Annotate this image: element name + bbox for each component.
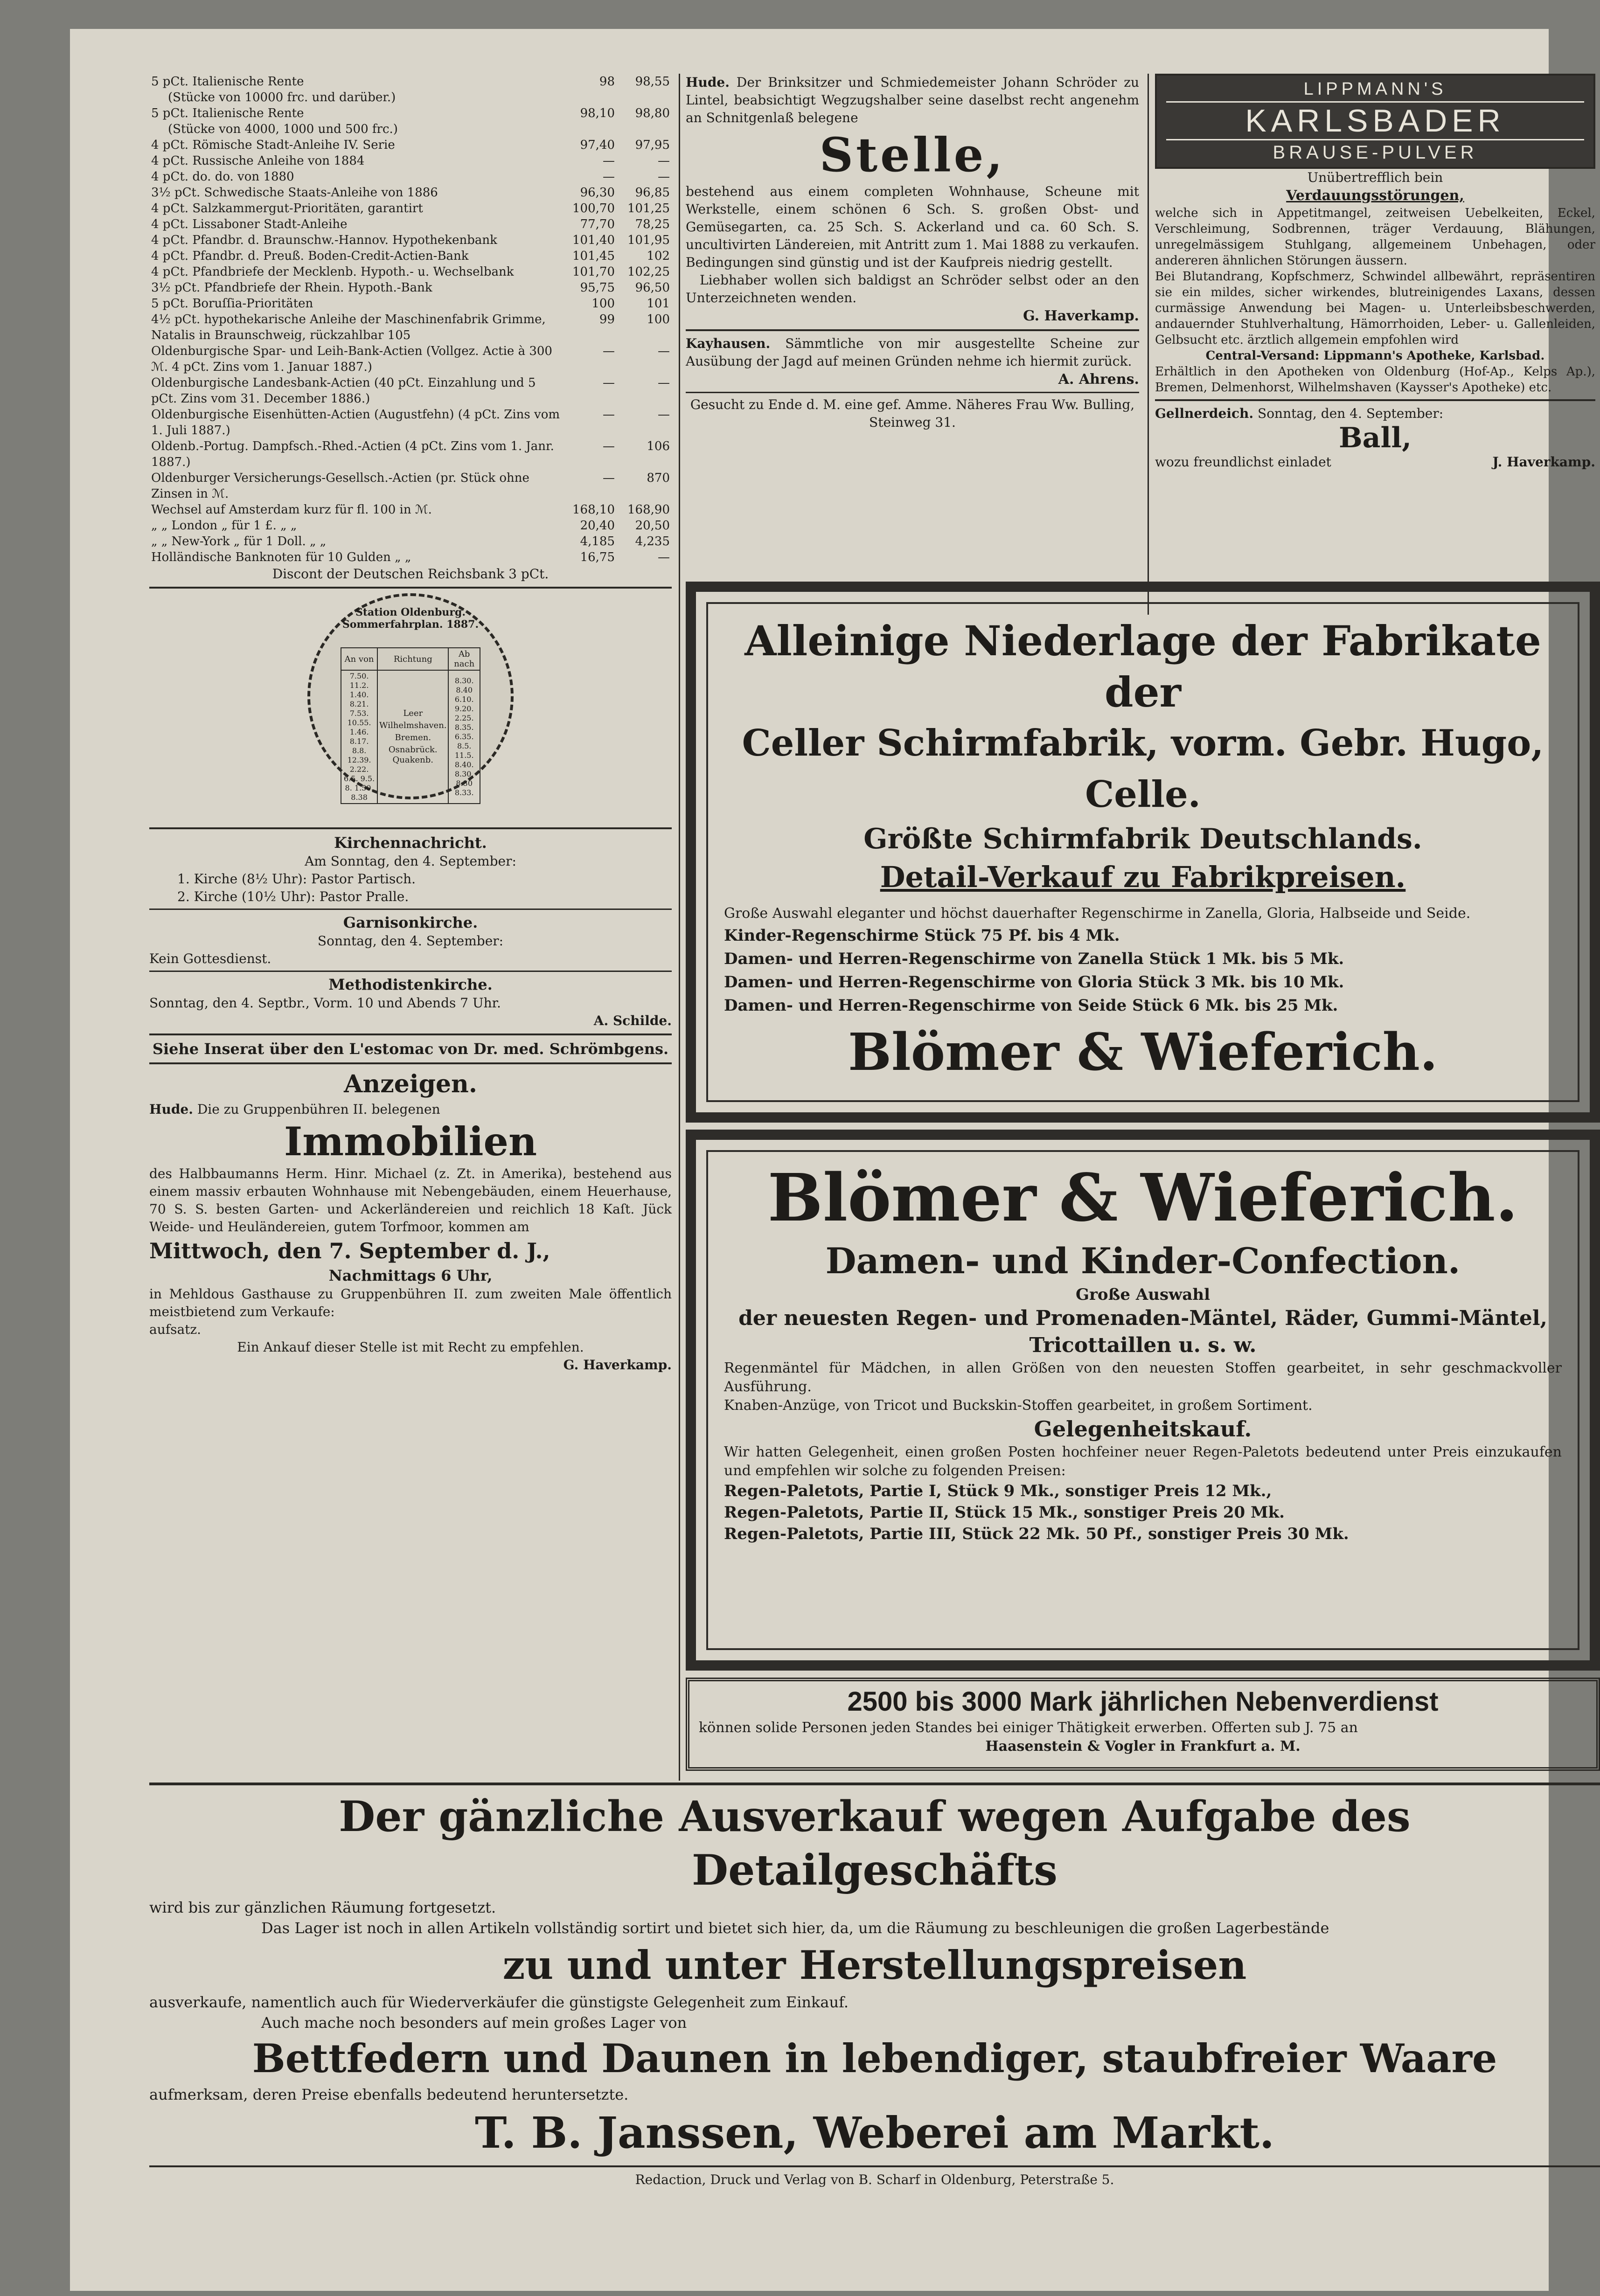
hude2-headline: Immobilien [284, 1118, 537, 1165]
hude-intro: Der Brinksitzer und Schmiedemeister Johann Schröder zu Lintel, beabsichtigt Wegzugshalber seine daselbst recht angenehm an Schnitgenlaß belegene [686, 75, 1139, 125]
stock-name: 4 pCt. Römische Stadt-Anleihe IV. Serie [151, 138, 395, 152]
stock-row [149, 201, 672, 216]
stock-value-2: — [658, 408, 670, 422]
stock-value-1: — [603, 154, 615, 168]
kirchen-title: Kirchennachricht. [334, 834, 487, 852]
column-rule-right [1148, 74, 1149, 615]
stock-row [149, 169, 672, 185]
ad-nebenverdienst [686, 1678, 1600, 1771]
stock-value-2: 96,85 [635, 186, 670, 200]
stock-value-1: 100 [591, 297, 615, 311]
ad1-line6: Kinder-Regenschirme Stück 75 Pf. bis 4 Mk. [724, 926, 1120, 945]
stock-name: 4 pCt. Pfandbriefe der Mecklenb. Hypoth.- u. Wechselbank [151, 265, 514, 279]
stock-value-1: — [603, 170, 615, 184]
garnison-title: Garnisonkirche. [343, 914, 478, 931]
stock-row [149, 312, 672, 343]
stock-row [149, 264, 672, 280]
verd: Verdauungsstörungen, [1286, 187, 1464, 204]
bottom-p5: aufmerksam, deren Preise ebenfalls bedeutend heruntersetzte. [149, 2086, 629, 2103]
stock-row [149, 343, 672, 375]
ad2-price3: Regen-Paletots, Partie III, Stück 22 Mk. 50 Pf., sonstiger Preis 30 Mk. [724, 1525, 1349, 1543]
stelle-body: bestehend aus einem completen Wohnhause, Scheune mit Werkstelle, einem schönen 6 Sch. S. großen Obst- und Gemüsegarten, ca. 25 Sch. S. Ackerland und ca. 60 Sch. S. uncultivirten Ländereien, mit Antritt zum 1. Mai 1888 zu verkaufen. Bedingungen sind günstig und ist der Kaufpreis niedrig gestellt. [686, 184, 1139, 270]
stock-value-2: 101,95 [627, 233, 670, 247]
stock-row [149, 470, 672, 502]
hude2-end: Ein Ankauf dieser Stelle ist mit Recht zu empfehlen. [237, 1339, 584, 1355]
stock-value-2: 101 [647, 297, 670, 311]
lippmann-logo [1155, 74, 1595, 169]
footer-imprint: Redaction, Druck und Verlag von B. Scharf in Oldenburg, Peterstraße 5. [149, 2165, 1600, 2187]
stamp-ring-text: Station Oldenburg. Sommerfahrplan. 1887. [342, 606, 479, 631]
stock-row [149, 74, 672, 90]
stock-row [149, 407, 672, 438]
direction-item: Leer [403, 708, 423, 718]
ad1-line7: Damen- und Herren-Regenschirme von Zanella Stück 1 Mk. bis 5 Mk. [724, 950, 1344, 968]
ad1-line9: Damen- und Herren-Regenschirme von Seide Stück 6 Mk. bis 25 Mk. [724, 996, 1338, 1015]
stock-value-2: 98,55 [635, 75, 670, 89]
stock-value-2: 870 [647, 471, 670, 485]
stock-value-2: 96,50 [635, 281, 670, 295]
ad1-line5: Große Auswahl eleganter und höchst dauerhafter Regenschirme in Zanella, Gloria, Halbseide und Seide. [724, 905, 1471, 922]
stock-value-2: 102,25 [627, 265, 670, 279]
ad2-line4: Regenmäntel für Mädchen, in allen Größen von den neuesten Stoffen gearbeitet, in sehr geschmackvoller Ausführung. [724, 1360, 1562, 1395]
stock-value-2: 98,80 [635, 106, 670, 120]
ad1-line3: Größte Schirmfabrik Deutschlands. [863, 823, 1422, 855]
methodist-line1: Sonntag, den 4. Septbr., Vorm. 10 und Abends 7 Uhr. [149, 995, 501, 1011]
stock-sub-row [149, 121, 672, 137]
stock-row [149, 502, 672, 518]
stock-table [149, 74, 672, 565]
stock-value-2: 102 [647, 249, 670, 263]
stock-value-2: 20,50 [635, 519, 670, 533]
hude2-auf: aufsatz. [149, 1322, 202, 1337]
stock-value-2: — [658, 376, 670, 390]
bottom-p3: ausverkaufe, namentlich auch für Wiederverkäufer die günstigste Gelegenheit zum Einkauf. [149, 1993, 849, 2011]
direction-item: Wilhelmshaven. [379, 721, 447, 730]
stock-name: 3½ pCt. Pfandbriefe der Rhein. Hypoth.-Bank [151, 281, 432, 295]
timetable [341, 647, 480, 804]
stock-name: Wechsel auf Amsterdam kurz für fl. 100 in ℳ. [151, 503, 432, 517]
stock-value-1: 101,70 [572, 265, 615, 279]
stock-name: 3½ pCt. Schwedische Staats-Anleihe von 1886 [151, 186, 438, 200]
gell-lead: Gellnerdeich. [1155, 406, 1254, 421]
hude2-time: Nachmittags 6 Uhr, [328, 1267, 493, 1284]
bottom-h4: Bettfedern und Daunen in lebendiger, staubfreier Waare [252, 2035, 1497, 2081]
kayh-sign: A. Ahrens. [1058, 371, 1139, 388]
stock-name: Holländische Banknoten für 10 Gulden „ „ [151, 550, 411, 564]
stock-row [149, 232, 672, 248]
stock-name: Oldenburger Versicherungs-Gesellsch.-Actien (pr. Stück ohne Zinsen in ℳ. [151, 471, 529, 501]
stock-value-1: — [603, 408, 615, 422]
kirchen-line1: Am Sonntag, den 4. September: [305, 853, 516, 869]
direction-item: Osnabrück. Quakenb. [388, 745, 438, 765]
stock-name: 4 pCt. Pfandbr. d. Preuß. Boden-Credit-Actien-Bank [151, 249, 469, 263]
stock-value-2: 4,235 [635, 534, 670, 548]
stock-value-2: 97,95 [635, 138, 670, 152]
stock-name: Oldenburgische Spar- und Leih-Bank-Actien (Vollgez. Actie à 300 ℳ. 4 pCt. Zins vom 1. Januar 1887.) [151, 344, 552, 374]
stock-value-1: 96,30 [580, 186, 615, 200]
stock-row [149, 216, 672, 232]
ad1-line2: Celler Schirmfabrik, vorm. Gebr. Hugo, Celle. [742, 722, 1544, 816]
stock-row [149, 375, 672, 407]
stock-value-1: 100,70 [572, 201, 615, 215]
discont-line: Discont der Deutschen Reichsbank 3 pCt. [272, 566, 549, 582]
stock-name: 4 pCt. Lissaboner Stadt-Anleihe [151, 217, 348, 231]
stelle-sign: G. Haverkamp. [1023, 308, 1139, 324]
stock-value-1: 95,75 [580, 281, 615, 295]
stock-value-2: — [658, 344, 670, 358]
ad1-firm: Blömer & Wieferich. [848, 1022, 1438, 1082]
stock-value-1: 98,10 [580, 106, 615, 120]
stock-name: 5 pCt. Italienische Rente [151, 75, 304, 89]
stock-name: Oldenb.-Portug. Dampfsch.-Rhed.-Actien (4 pCt. Zins vom 1. Janr. 1887.) [151, 439, 554, 469]
ab-values: 8.30. 8.40 6.10. 9.20. 2.25. 8.35. 6.35. 8.5. 11.5. 8.40. 8.30. 8.30 8.33. [448, 670, 480, 804]
ad-confection [686, 1130, 1600, 1671]
stock-row [149, 438, 672, 470]
an-values: 7.50. 11.2. 1.40. 8.21. 7.53. 10.55. 1.46. 8.17. 8.8. 12.39. 2.22. 6.5. 9.5. 8. 1.50. 8.38 [341, 670, 377, 804]
stock-value-1: 101,45 [572, 249, 615, 263]
stock-name: 5 pCt. Italienische Rente [151, 106, 304, 120]
garnison-line1: Sonntag, den 4. September: [317, 933, 504, 949]
ad2-line7: Wir hatten Gelegenheit, einen großen Posten hochfeiner neuer Regen-Paletots bedeutend unter Preis einzukaufen und empfehlen wir solche zu folgenden Preisen: [724, 1444, 1562, 1479]
stock-sub: (Stücke von 10000 frc. und darüber.) [168, 90, 396, 104]
stock-row [149, 248, 672, 264]
direction-values [377, 670, 448, 804]
ad-schirmfabrik [686, 582, 1600, 1123]
ad1-line1: Alleinige Niederlage der Fabrikate der [744, 617, 1541, 716]
stock-value-1: 97,40 [580, 138, 615, 152]
garnison-line2: Kein Gottesdienst. [149, 951, 271, 966]
ad2-price2: Regen-Paletots, Partie II, Stück 15 Mk., sonstiger Preis 20 Mk. [724, 1503, 1285, 1522]
stock-row [149, 105, 672, 121]
stock-value-2: 168,90 [627, 503, 670, 517]
stock-value-2: — [658, 170, 670, 184]
bottom-p1: wird bis zur gänzlichen Räumung fortgesetzt. [149, 1899, 496, 1916]
stock-name: 4 pCt. Pfandbr. d. Braunschw.-Hannov. Hypothekenbank [151, 233, 497, 247]
kirchen-line3: 2. Kirche (10½ Uhr): Pastor Pralle. [177, 889, 409, 904]
stock-value-1: 99 [599, 312, 615, 326]
timetable-stamp [307, 593, 514, 802]
middle-column [686, 74, 1139, 619]
bottom-p4: Auch mache noch besonders auf mein großes Lager von [261, 2014, 687, 2032]
stock-row [149, 518, 672, 534]
lipp-body2: Bei Blutandrang, Kopfschmerz, Schwindel allbewährt, repräsentiren sie ein mildes, sicher wirkendes, blutreinigendes Laxans, dessen curmässige Anwendung bei Magen- u. Unterleibsbeschwerden, andauernder Stuhlverhaltung, Hämorrhoiden, Leber- u. Gallenleiden, Gelbsucht etc. ärztlich allgemein empfohlen wird [1155, 270, 1595, 347]
stock-value-1: 20,40 [580, 519, 615, 533]
stock-value-1: 77,70 [580, 217, 615, 231]
ad2-line5: Knaben-Anzüge, von Tricot und Buckskin-Stoffen gearbeitet, in großem Sortiment. [724, 1397, 1313, 1414]
siehe-notice: Siehe Inserat über den L'estomac von Dr. med. Schrömbgens. [152, 1040, 669, 1058]
stock-name: 5 pCt. Boruſſia-Prioritäten [151, 297, 313, 311]
ad2-price1: Regen-Paletots, Partie I, Stück 9 Mk., sonstiger Preis 12 Mk., [724, 1482, 1272, 1500]
ad2-line3: der neuesten Regen- und Promenaden-Mäntel, Räder, Gummi-Mäntel, Tricottaillen u. s. w. [738, 1306, 1547, 1357]
stock-name: 4 pCt. do. do. von 1880 [151, 170, 294, 184]
stelle-headline: Stelle, [819, 127, 1006, 182]
direction-item: Bremen. [395, 733, 431, 742]
stock-sub-row [149, 90, 672, 105]
stock-name: „ „ New-York „ für 1 Doll. „ „ [151, 534, 327, 548]
stock-value-2: 101,25 [627, 201, 670, 215]
right-column [1155, 74, 1595, 619]
stock-value-1: — [603, 439, 615, 453]
ball-line: wozu freundlichst einladet [1155, 454, 1331, 470]
stock-name: 4 pCt. Salzkammergut-Prioritäten, garantirt [151, 201, 423, 215]
hude2-intro: Die zu Gruppenbühren II. belegenen [197, 1102, 440, 1117]
kayh-body: Sämmtliche von mir ausgestellte Scheine zur Ausübung der Jagd auf meinen Gründen nehme ich hiermit zurück. [686, 336, 1139, 369]
gell-date: Sonntag, den 4. September: [1258, 406, 1444, 421]
ad2-firm: Blömer & Wieferich. [767, 1160, 1518, 1236]
stock-value-2: — [658, 550, 670, 564]
stock-value-2: 106 [647, 439, 670, 453]
ad2-line2: Große Auswahl [1075, 1285, 1210, 1304]
methodist-sign: A. Schilde. [593, 1013, 672, 1028]
bottom-h2: Detailgeschäfts [692, 1845, 1057, 1895]
stock-name: 4½ pCt. hypothekarische Anleihe der Maschinenfabrik Grimme, Natalis in Braunschweig, rückzahlbar 105 [151, 312, 546, 342]
stock-value-1: 16,75 [580, 550, 615, 564]
stock-value-1: 98 [599, 75, 615, 89]
column-rule-left [679, 74, 680, 1781]
ad3-line3: Haasenstein & Vogler in Frankfurt a. M. [985, 1738, 1301, 1755]
hude2-date: Mittwoch, den 7. September d. J., [149, 1238, 550, 1263]
stock-row [149, 549, 672, 565]
brand-line3: BRAUSE-PULVER [1273, 142, 1478, 163]
stock-name: Oldenburgische Eisenhütten-Actien (Augustfehn) (4 pCt. Zins vom 1. Juli 1887.) [151, 408, 560, 437]
stock-row [149, 153, 672, 169]
bottom-firm: T. B. Janssen, Weberei am Markt. [475, 2108, 1274, 2158]
stock-row [149, 534, 672, 549]
ad3-line1: 2500 bis 3000 Mark jährlichen Nebenverdienst [847, 1686, 1439, 1717]
stock-name: „ „ London „ für 1 £. „ „ [151, 519, 297, 533]
ad3-line2: können solide Personen jeden Standes bei einiger Thätigkeit erwerben. Offerten sub J. 75 an [699, 1720, 1358, 1736]
hude2-lead: Hude. [149, 1102, 193, 1117]
stock-value-2: — [658, 154, 670, 168]
ad2-line1: Damen- und Kinder-Confection. [825, 1240, 1461, 1282]
hude-lead: Hude. [686, 75, 730, 90]
ad2-line6: Gelegenheitskauf. [1034, 1416, 1252, 1442]
stock-value-1: 168,10 [572, 503, 615, 517]
stock-name: Oldenburgische Landesbank-Actien (40 pCt. Einzahlung und 5 pCt. Zins vom 31. December 1886.) [151, 376, 536, 406]
lipp-erh: Erhältlich in den Apotheken von Oldenburg (Hof-Ap., Kelps Ap.), Bremen, Delmenhorst, Wilhelmshaven (Kaysser's Apotheke) etc. [1155, 365, 1595, 395]
unuber: Unübertrefflich bein [1307, 170, 1443, 185]
methodist-title: Methodistenkirche. [328, 976, 493, 993]
left-column [149, 74, 672, 1762]
brand-line2: KARLSBADER [1166, 101, 1584, 140]
kirchen-line2: 1. Kirche (8½ Uhr): Pastor Partisch. [177, 871, 416, 887]
stock-value-1: 101,40 [572, 233, 615, 247]
bottom-h3: zu und unter Herstellungspreisen [502, 1942, 1247, 1988]
newspaper-page [70, 29, 1595, 2291]
brand-line1: LIPPMANN'S [1303, 79, 1447, 99]
stock-row [149, 185, 672, 201]
bottom-p2: Das Lager ist noch in allen Artikeln vollständig sortirt und bietet sich hier, da, um die Räumung zu beschleunigen die großen Lagerbestände [261, 1919, 1329, 1937]
ad1-line8: Damen- und Herren-Regenschirme von Gloria Stück 3 Mk. bis 10 Mk. [724, 973, 1344, 992]
stock-value-2: 78,25 [635, 217, 670, 231]
stock-sub: (Stücke von 4000, 1000 und 500 frc.) [168, 122, 398, 136]
stelle-body2: Liebhaber wollen sich baldigst an Schröder selbst oder an den Unterzeichneten wenden. [686, 272, 1139, 305]
stock-row [149, 137, 672, 153]
stock-name: 4 pCt. Russische Anleihe von 1884 [151, 154, 365, 168]
stock-row [149, 280, 672, 296]
anzeigen-title: Anzeigen. [344, 1070, 477, 1098]
stock-value-1: 4,185 [580, 534, 615, 548]
stock-value-1: — [603, 471, 615, 485]
col-ab: Ab nach [448, 648, 480, 670]
bottom-ad [149, 1783, 1600, 2233]
lipp-central: Central-Versand: Lippmann's Apotheke, Karlsbad. [1205, 349, 1545, 363]
stock-row [149, 296, 672, 312]
stock-value-2: 100 [647, 312, 670, 326]
ball-headline: Ball, [1338, 422, 1412, 454]
hude2-body: des Halbbaumanns Herm. Hinr. Michael (z. Zt. in Amerika), bestehend aus einem massiv erbauten Wohnhause mit Nebengebäuden, einem Heuerhause, 70 S. S. besten Garten- und Ackerländereien und reichlich 18 Kaſt. Jück Weide- und Heuländereien, gutem Torfmoor, kommen am [149, 1166, 672, 1235]
kayh-lead: Kayhausen. [686, 336, 771, 351]
amme-notice: Gesucht zu Ende d. M. eine gef. Amme. Näheres Frau Ww. Bulling, Steinweg 31. [690, 397, 1135, 430]
stock-value-1: — [603, 376, 615, 390]
ad1-line4: Detail-Verkauf zu Fabrikpreisen. [880, 860, 1406, 894]
bottom-h1: Der gänzliche Ausverkauf wegen Aufgabe des [339, 1792, 1411, 1841]
col-an: An von [341, 648, 377, 670]
stock-value-1: — [603, 344, 615, 358]
col-richtung: Richtung [377, 648, 448, 670]
ball-sign: J. Haverkamp. [1492, 454, 1595, 470]
lipp-body: welche sich in Appetitmangel, zeitweisen Uebelkeiten, Eckel, Verschleimung, Sodbrennen, träger Verdauung, Blähungen, unregelmässigem Stuhlgang, allgemeinem Unbehagen, oder andereren ähnlichen Störungen äussern. [1155, 206, 1595, 268]
hude2-sign: G. Haverkamp. [563, 1357, 672, 1373]
hude2-place: in Mehldous Gasthause zu Gruppenbühren II. zum zweiten Male öffentlich meistbietend zum Verkaufe: [149, 1286, 672, 1319]
